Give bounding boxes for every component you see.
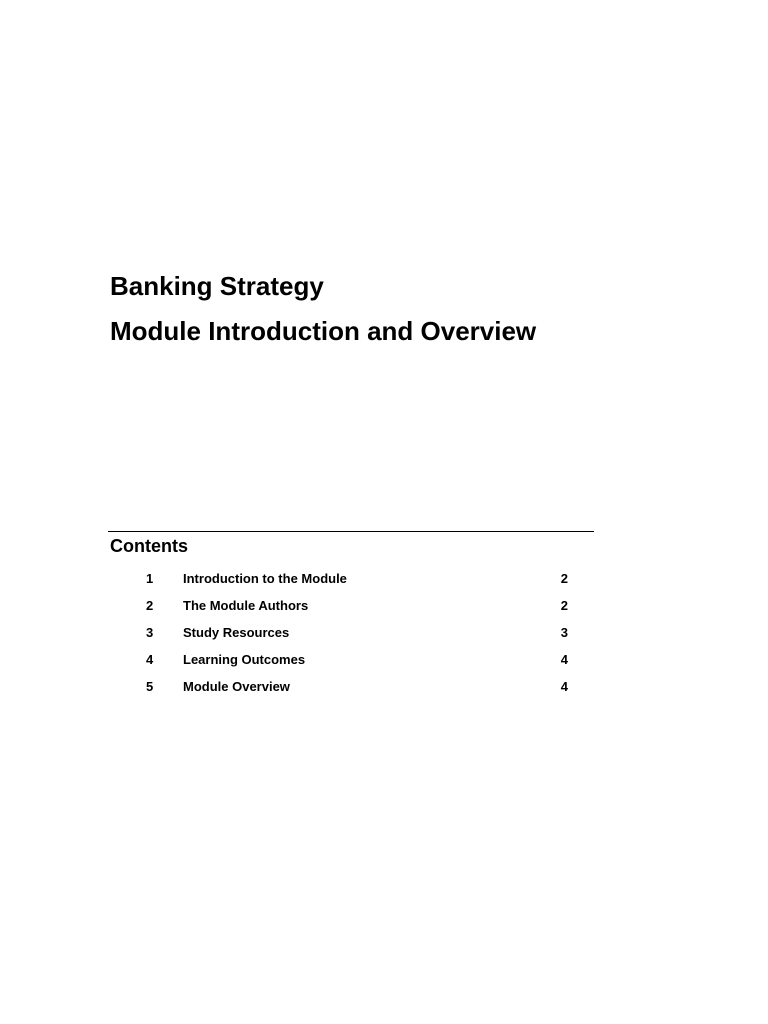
toc-entry-page: 4 (560, 652, 568, 667)
toc-entry-page: 2 (560, 571, 568, 586)
contents-divider (108, 531, 594, 532)
toc-entry-number: 3 (146, 625, 154, 640)
toc-entry-page: 3 (560, 625, 568, 640)
toc-entry-title: Learning Outcomes (183, 652, 306, 667)
toc-entry-page: 4 (560, 679, 568, 694)
document-title: Banking Strategy (110, 271, 324, 301)
toc-entry[interactable] (0, 597, 768, 624)
table-of-contents (0, 570, 768, 705)
toc-entry[interactable] (0, 651, 768, 678)
toc-entry-title: Study Resources (183, 625, 290, 640)
toc-entry-title: Introduction to the Module (183, 571, 347, 586)
toc-entry[interactable] (0, 570, 768, 597)
toc-entry-title: Module Overview (183, 679, 290, 694)
toc-entry-title: The Module Authors (183, 598, 309, 613)
toc-entry-number: 1 (146, 571, 154, 586)
toc-entry-number: 4 (146, 652, 154, 667)
toc-entry-number: 2 (146, 598, 154, 613)
toc-entry-number: 5 (146, 679, 154, 694)
toc-entry-page: 2 (560, 598, 568, 613)
toc-entry[interactable] (0, 624, 768, 651)
contents-heading: Contents (110, 536, 188, 556)
toc-entry[interactable] (0, 678, 768, 705)
document-subtitle: Module Introduction and Overview (110, 316, 537, 346)
